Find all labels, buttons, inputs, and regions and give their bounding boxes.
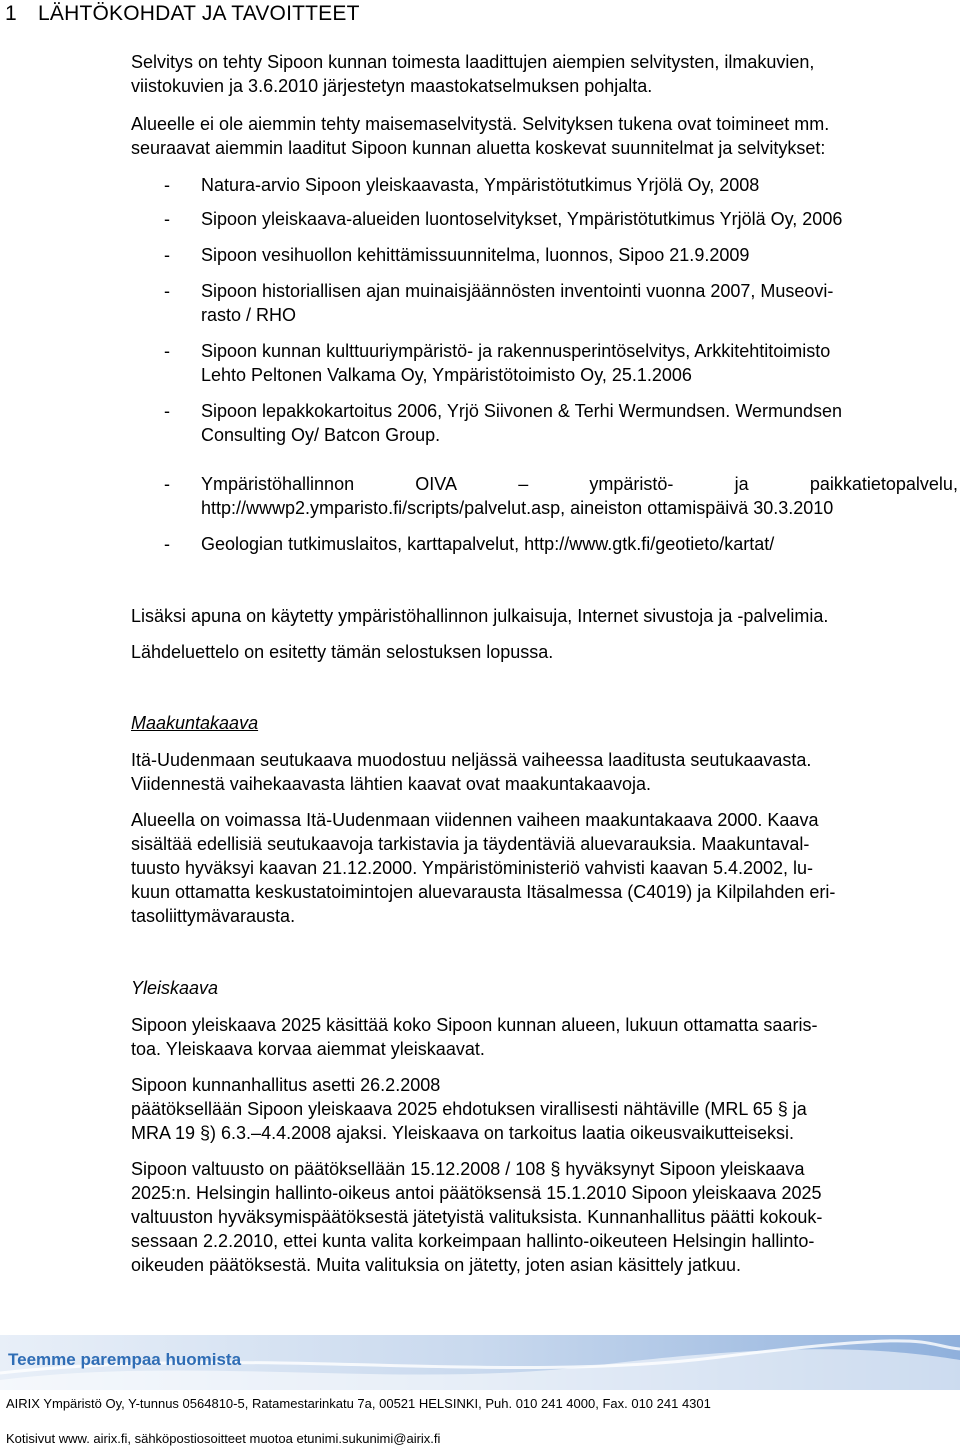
list-item-text: Sipoon yleiskaava-alueiden luontoselvitykset, Ympäristötutkimus Yrjölä Oy, 2006	[201, 209, 843, 229]
word: paikkatietopalvelu,	[809, 474, 958, 494]
list-dash: -	[164, 401, 170, 421]
maakunta-p2-line: tasoliittymävarausta.	[131, 906, 296, 926]
list-item-text: Consulting Oy/ Batcon Group.	[201, 425, 441, 445]
list-dash: -	[164, 175, 170, 195]
list-dash: -	[164, 281, 170, 301]
list-item-text: rasto / RHO	[201, 305, 297, 325]
list-dash: -	[164, 474, 170, 494]
word: –	[518, 474, 529, 494]
extra-line-1: Lisäksi apuna on käytetty ympäristöhallinnon julkaisuja, Internet sivustoja ja -palvelimia.	[131, 606, 829, 626]
footer-contact-line: Kotisivut www. airix.fi, sähköpostiosoitteet muotoa etunimi.sukunimi@airix.fi	[6, 1431, 441, 1446]
list-item-text: Sipoon kunnan kulttuuriympäristö- ja rakennusperintöselvitys, Arkkitehtitoimisto	[201, 341, 831, 361]
yleis-p3-line: Sipoon valtuusto on päätöksellään 15.12.2008 / 108 § hyväksynyt Sipoon yleiskaava	[131, 1159, 805, 1179]
list-dash: -	[164, 209, 170, 229]
list-item-text: Sipoon historiallisen ajan muinaisjäännösten inventointi vuonna 2007, Museovi-	[201, 281, 834, 301]
list-dash: -	[164, 341, 170, 361]
yleis-p3-line: valtuuston hyväksymispäätöksestä jätetyistä valituksista. Kunnanhallitus päätti kokouk-	[131, 1207, 823, 1227]
word: ympäristö-	[589, 474, 674, 494]
yleis-p1-line: Sipoon yleiskaava 2025 käsittää koko Sipoon kunnan alueen, lukuun ottamatta saaris-	[131, 1015, 818, 1035]
maakunta-p2-line: sisältää edellisiä seutukaavoja tarkistavia ja täydentäviä aluevarauksia. Maakuntaval-	[131, 834, 810, 854]
intro-line-3: Alueelle ei ole aiemmin tehty maisemaselvitystä. Selvityksen tukena ovat toimineet mm.	[131, 114, 830, 134]
footer-company-line: AIRIX Ympäristö Oy, Y-tunnus 0564810-5, Ratamestarinkatu 7a, 00521 HELSINKI, Puh. 010 241 4000, Fax. 010 241 4301	[6, 1396, 711, 1411]
maakunta-p1-line: Itä-Uudenmaan seutukaava muodostuu neljässä vaiheessa laaditusta seutukaavasta.	[131, 750, 812, 770]
intro-line-4: seuraavat aiemmin laaditut Sipoon kunnan aluetta koskevat suunnitelmat ja selvitykset:	[131, 138, 826, 158]
list-item-text: Sipoon lepakkokartoitus 2006, Yrjö Siivonen & Terhi Wermundsen. Wermundsen	[201, 401, 843, 421]
intro-line-1: Selvitys on tehty Sipoon kunnan toimesta laadittujen aiempien selvitysten, ilmakuvien,	[131, 52, 815, 72]
extra-line-2: Lähdeluettelo on esitetty tämän selostuksen lopussa.	[131, 642, 554, 662]
list-item-text-justified	[201, 472, 958, 496]
yleis-p2-line: MRA 19 §) 6.3.–4.4.2008 ajaksi. Yleiskaava on tarkoitus laatia oikeusvaikutteiseksi.	[131, 1123, 795, 1143]
maakunta-p2-line: tuusto hyväksyi kaavan 21.12.2000. Ympäristöministeriö vahvisti kaavan 5.4.2002, lu-	[131, 858, 814, 878]
list-item-text: http://wwwp2.ymparisto.fi/scripts/palvelut.asp, aineiston ottamispäivä 30.3.2010	[201, 498, 834, 518]
heading-number: 1	[5, 2, 17, 25]
maakunta-p1-line: Viidennestä vaihekaavasta lähtien kaavat ovat maakuntakaavoja.	[131, 774, 652, 794]
list-item-text: Natura-arvio Sipoon yleiskaavasta, Ympäristötutkimus Yrjölä Oy, 2008	[201, 175, 760, 195]
yleis-p3-line: oikeuden päätöksestä. Muita valituksia on jätetty, joten asian käsittely jatkuu.	[131, 1255, 742, 1275]
section-title-yleiskaava: Yleiskaava	[131, 978, 219, 998]
word: Ympäristöhallinnon	[201, 474, 355, 494]
word: ja	[734, 474, 749, 494]
list-dash: -	[164, 534, 170, 554]
intro-line-2: viistokuvien ja 3.6.2010 järjestetyn maastokatselmuksen pohjalta.	[131, 76, 653, 96]
list-item-text: Geologian tutkimuslaitos, karttapalvelut, http://www.gtk.fi/geotieto/kartat/	[201, 534, 775, 554]
list-dash: -	[164, 245, 170, 265]
section-title-maakuntakaava: Maakuntakaava	[131, 713, 259, 733]
yleis-p3-line: 2025:n. Helsingin hallinto-oikeus antoi päätöksensä 15.1.2010 Sipoon yleiskaava 2025	[131, 1183, 822, 1203]
banner-slogan: Teemme parempaa huomista	[8, 1350, 242, 1369]
maakunta-p2-line: kuun ottamatta keskustatoimintojen aluevarausta Itäsalmessa (C4019) ja Kilpilahden eri-	[131, 882, 836, 902]
footer-banner	[0, 1335, 960, 1390]
heading-title: LÄHTÖKOHDAT JA TAVOITTEET	[38, 2, 360, 25]
list-item-text: Sipoon vesihuollon kehittämissuunnitelma, luonnos, Sipoo 21.9.2009	[201, 245, 750, 265]
word: OIVA	[415, 474, 457, 494]
list-item-text: Lehto Peltonen Valkama Oy, Ympäristötoimisto Oy, 25.1.2006	[201, 365, 692, 385]
yleis-p2-line: päätöksellään Sipoon yleiskaava 2025 ehdotuksen virallisesti nähtäville (MRL 65 § ja	[131, 1099, 807, 1119]
yleis-p2-line: Sipoon kunnanhallitus asetti 26.2.2008	[131, 1075, 441, 1095]
maakunta-p2-line: Alueella on voimassa Itä-Uudenmaan viidennen vaiheen maakuntakaava 2000. Kaava	[131, 810, 819, 830]
yleis-p3-line: sessaan 2.2.2010, ettei kunta valita korkeimpaan hallinto-oikeuteen Helsingin hallinto-	[131, 1231, 815, 1251]
yleis-p1-line: toa. Yleiskaava korvaa aiemmat yleiskaavat.	[131, 1039, 485, 1059]
